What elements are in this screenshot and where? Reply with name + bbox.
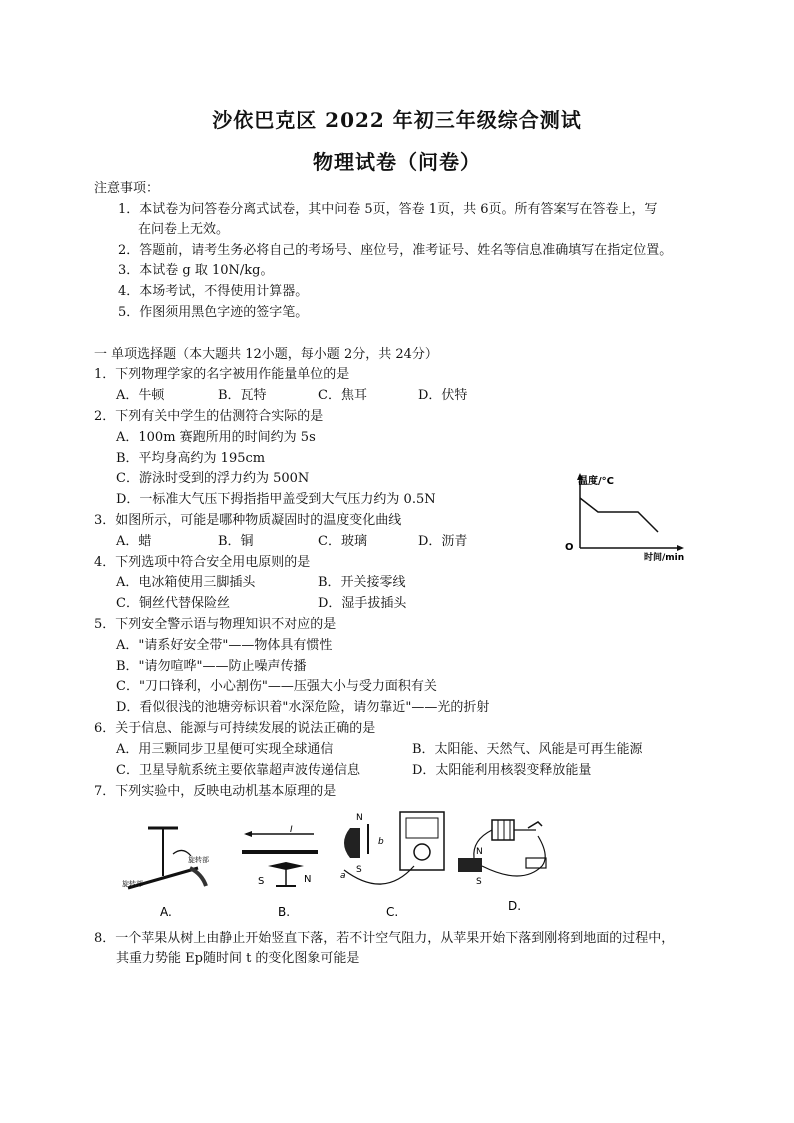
figure-d-caption: D. [508,899,522,913]
q3-stem: 3．如图所示，可能是哪种物质凝固时的温度变化曲线 [94,513,402,528]
q7-stem: 7．下列实验中，反映电动机基本原理的是 [94,784,337,799]
q3-option-a: A．蜡 [116,534,152,549]
figure-b-current: I [290,825,293,835]
figure-c-a: a [340,871,346,881]
q3-option-b: B．铜 [218,534,254,549]
graph-x-label: 时间/min [644,553,685,563]
q4-option-c: C．铜丝代替保险丝 [116,596,230,611]
q2-option-d: D．一标准大气压下拇指指甲盖受到大气压力约为 0.5N [116,492,436,507]
figure-a-label-2: 旋转部 [122,880,143,888]
figure-b-n: N [304,874,312,885]
q4-option-b: B．开关接零线 [318,575,406,590]
q8-stem-line-2: 其重力势能 Ep随时间 t 的变化图象可能是 [116,951,360,966]
q5-option-d: D．看似很浅的池塘旁标识着"水深危险，请勿靠近"——光的折射 [116,700,490,715]
notice-item-2: 2．答题前，请考生务必将自己的考场号、座位号，准考证号、姓名等信息准确填写在指定位置。 [118,243,673,258]
q3-option-d: D．沥青 [418,534,468,549]
q8-stem-line-1: 8．一个苹果从树上由静止开始竖直下落，若不计空气阻力，从苹果开始下落到刚将到地面的过程中， [94,931,675,946]
q1-option-b: B．瓦特 [218,388,267,403]
notice-item-3: 3．本试卷 g 取 10N/kg。 [118,263,274,278]
q5-option-c: C．"刀口锋利，小心割伤"——压强大小与受力面积有关 [116,679,437,694]
figure-c [340,812,444,919]
q5-option-b: B．"请勿喧哗"——防止噪声传播 [116,659,307,674]
q6-option-b: B．太阳能、天然气、风能是可再生能源 [412,742,643,757]
q4-option-a: A．电冰箱使用三脚插头 [116,575,256,590]
figure-b-caption: B. [278,905,291,919]
q6-option-c: C．卫星导航系统主要依靠超声波传递信息 [116,763,360,778]
q7-figures [118,806,568,924]
exam-title: 沙依巴克区 2022 年初三年级综合测试 [212,108,582,132]
figure-d-s: S [476,877,482,887]
q4-option-d: D．湿手拔插头 [318,596,407,611]
figure-a [122,828,209,919]
figure-c-n: N [356,813,363,823]
graph-origin: O [565,542,574,553]
q5-stem: 5．下列安全警示语与物理知识不对应的是 [94,617,337,632]
q2-option-a: A．100m 赛跑所用的时间约为 5s [116,430,316,445]
q1-option-c: C．焦耳 [318,388,367,403]
notice-item-1-cont: 在问卷上无效。 [138,222,230,237]
notice-item-4: 4．本场考试，不得使用计算器。 [118,284,309,299]
figure-c-s: S [356,865,362,875]
figure-d-n: N [476,847,483,857]
temperature-time-graph [560,470,690,565]
figure-b-s: S [258,876,265,887]
figure-c-caption: C. [386,905,399,919]
q1-stem: 1．下列物理学家的名字被用作能量单位的是 [94,367,350,382]
notice-item-1: 1．本试卷为问答卷分离式试卷，其中问卷 5页，答卷 1页，共 6页。所有答案写在答卷上，写 [118,202,658,217]
q2-option-c: C．游泳时受到的浮力约为 500N [116,471,310,486]
notice-item-5: 5．作图须用黑色字迹的签字笔。 [118,305,309,320]
figure-a-label-1: 旋转部 [188,856,209,864]
q2-option-b: B．平均身高约为 195cm [116,451,266,466]
figure-a-caption: A. [160,905,172,919]
section-heading: 一 单项选择题（本大题共 12小题，每小题 2分，共 24分） [94,347,438,362]
q4-stem: 4．下列选项中符合安全用电原则的是 [94,555,311,570]
q1-option-d: D．伏特 [418,388,468,403]
figure-d [458,820,546,913]
notice-heading: 注意事项： [94,181,160,196]
figure-c-b: b [378,837,384,847]
figure-b [242,825,318,919]
q5-option-a: A．"请系好安全带"——物体具有惯性 [116,638,333,653]
q1-option-a: A．牛顿 [116,388,165,403]
q6-stem: 6．关于信息、能源与可持续发展的说法正确的是 [94,721,376,736]
graph-y-label: 温度/°C [578,476,614,487]
q6-option-a: A．用三颗同步卫星便可实现全球通信 [116,742,334,757]
q3-option-c: C．玻璃 [318,534,367,549]
q2-stem: 2．下列有关中学生的估测符合实际的是 [94,409,324,424]
q6-option-d: D．太阳能利用核裂变释放能量 [412,763,592,778]
exam-subtitle: 物理试卷（问卷） [313,150,481,174]
